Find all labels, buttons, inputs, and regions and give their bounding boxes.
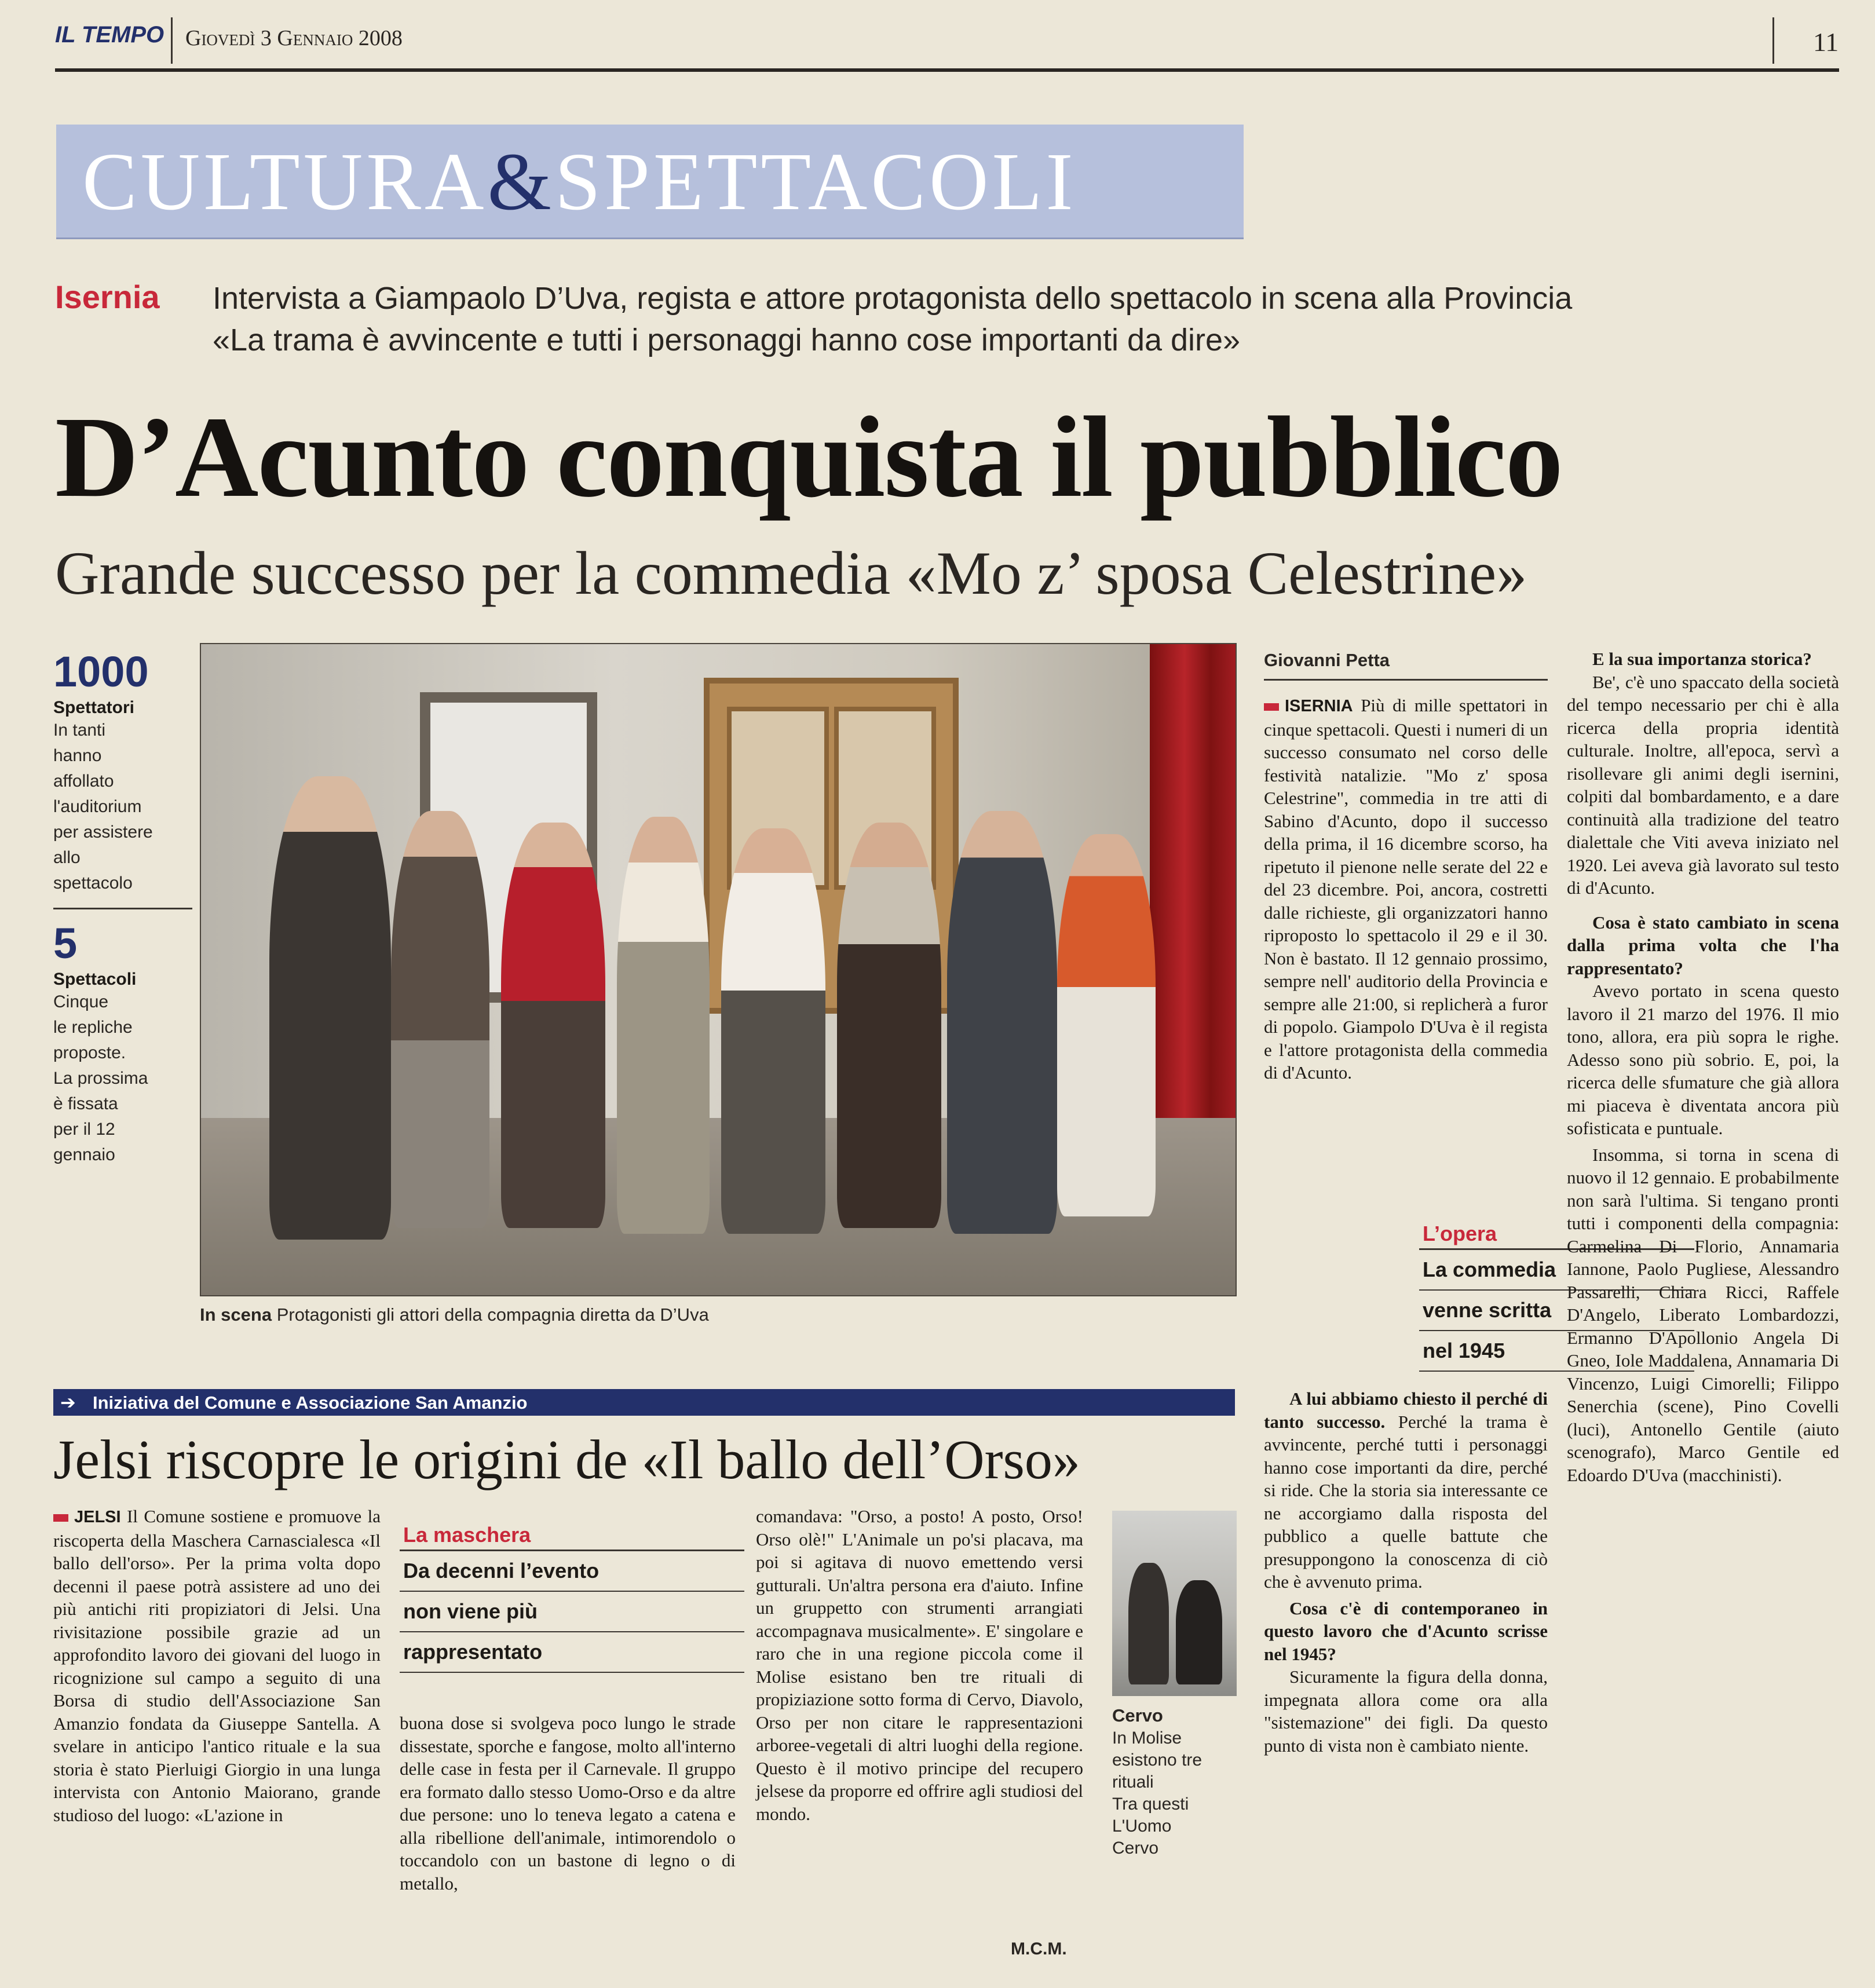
section-title-right: SPETTACOLI [554, 136, 1077, 227]
article-text: Perché la trama è avvincente, perché tutti i personaggi hanno cose importanti da dire, perché si ride. Che la storia sia interessante ce ne accorgiamo dalla risposta del pubblico a quelle battute che presuppongono la conoscenza di ciò che è avvenuto prima. [1264, 1411, 1548, 1592]
box-line: Da decenni l’evento [400, 1551, 744, 1592]
photo-caption-text: Protagonisti gli attori della compagnia diretta da D’Uva [276, 1304, 709, 1325]
photo-caption [200, 1304, 709, 1325]
location-label: Isernia [55, 279, 160, 315]
article-text: Avevo portato in scena questo lavoro il 21 marzo del 1976. Il mio tono, allora, era più sopra le righe. Adesso sono più sobrio. E, poi, la ricerca delle sfumature che già allora mi piaceva è diventata ancora più sofisticata e puntuale. [1567, 981, 1839, 1138]
second-column-3 [756, 1505, 1083, 1825]
article-text: buona dose si svolgeva poco lungo le strade dissestate, sporche e fangose, molto all'interno delle case in festa per il Carnevale. Il gruppo era formato dallo stesso Uomo-Orso e da altre due persone: uno lo teneva legato a catena e alla ribellione dell'animale, intimorendolo o toccandolo con un bastone di legno o di metallo, [400, 1713, 736, 1894]
stats-sidebar [53, 646, 192, 1168]
cervo-caption [1112, 1704, 1245, 1859]
box-line: rappresentato [400, 1632, 744, 1673]
dateline: JELSI [74, 1508, 121, 1526]
kicker-line-2: «La trama è avvincente e tutti i personaggi hanno cose importanti da dire» [213, 323, 1241, 357]
question: Cosa è stato cambiato in scena dalla prima volta che l'ha rappresentato? [1567, 912, 1839, 978]
lead-column-1-lower [1264, 1387, 1548, 1757]
lead-column-2 [1567, 648, 1839, 1486]
strap-arrow-icon: ➔ [60, 1392, 76, 1413]
sidebar-divider [53, 908, 192, 909]
box-title: La maschera [400, 1521, 744, 1551]
strap-text: Iniziativa del Comune e Associazione San Amanzio [93, 1393, 528, 1413]
article-text: Più di mille spettatori in cinque spettacoli. Questi i numeri di un successo consumato nel corso delle festività natalizie. "Mo z' sposa Celestrine", commedia in tre atti di Sabino d'Acunto, dopo il successo della prima, il 16 dicembre scorso, ha ripetuto il pienone nelle serate del 22 e del 23 dicembre. Poi, ancora, costretti dalle richieste, gli organizzatori hanno riproposto lo spettacolo il 29 e il 30. Non è bastato. Il 12 gennaio prossimo, sempre nell' auditorio della Provincia e sempre alle 21:00, si replicherà a furor di popolo. Giampolo D'Uva è il regista e l'attore protagonista della commedia di d'Acunto. [1264, 695, 1548, 1083]
question: Cosa c'è di contemporaneo in questo lavoro che d'Acunto scrisse nel 1945? [1264, 1598, 1548, 1664]
subheadline: Grande successo per la commedia «Mo z’ sposa Celestrine» [55, 539, 1527, 607]
header-divider [171, 17, 173, 64]
stat-text: Cinque le repliche proposte. La prossima è fissata per il 12 gennaio [53, 992, 148, 1164]
section-marker [1264, 703, 1279, 711]
second-headline: Jelsi riscopre le origini de «Il ballo dell’Orso» [53, 1428, 1080, 1490]
section-band [56, 125, 1244, 239]
box-line: La commedia [1419, 1250, 1694, 1291]
stage-photo [200, 643, 1237, 1296]
header-divider-right [1772, 17, 1774, 64]
signature: M.C.M. [1011, 1939, 1067, 1958]
lead-column-1 [1264, 694, 1548, 1084]
byline: Giovanni Petta [1264, 650, 1390, 670]
kicker-line-1: Intervista a Giampaolo D’Uva, regista e attore protagonista dello spettacolo in scena alla Provincia [213, 281, 1573, 316]
cervo-caption-text: In Molise esistono tre rituali Tra questi L'Uomo Cervo [1112, 1728, 1203, 1858]
box-line: nel 1945 [1419, 1331, 1694, 1372]
page-number: 11 [1813, 27, 1839, 57]
box-line: non viene più [400, 1592, 744, 1632]
stat-number: 1000 [53, 648, 149, 696]
question: A lui abbiamo chiesto il perché di tanto successo. [1264, 1388, 1548, 1432]
question: E la sua importanza storica? [1592, 649, 1812, 669]
section-ampersand: & [487, 136, 555, 227]
article-text: Be', c'è uno spaccato della società del tempo necessario per chi è alla ricerca della propria identità culturale. Inoltre, all'epoca, servì a risollevare gli animi degli isernini, colpiti dal bombardamento, e a dare continuità alla tradizione del teatro dialettale che Viti aveva iniziato nel 1920. Lei aveva già lavorato sul testo di d'Acunto. [1567, 671, 1839, 898]
stat-number: 5 [53, 919, 78, 967]
photo-frame-line [200, 643, 1237, 1296]
second-column-2 [400, 1712, 736, 1895]
masthead: IL TEMPO [55, 22, 165, 47]
second-article-strap [53, 1389, 1235, 1416]
byline-rule [1264, 679, 1548, 681]
photo-figure [1176, 1580, 1222, 1684]
headline: D’Acunto conquista il pubblico [55, 393, 1562, 521]
section-title-left: CULTURA [82, 136, 488, 227]
box-title: L’opera [1419, 1219, 1694, 1250]
article-text: Sicuramente la figura della donna, impegnata allora come ora alla "sistemazione" dei figli. Da questo punto di vista non è cambiato niente. [1264, 1667, 1548, 1756]
stat-label: Spettatori [53, 698, 135, 717]
stat-label: Spettacoli [53, 970, 137, 989]
maschera-box [400, 1521, 744, 1673]
header-rule [55, 68, 1839, 72]
box-line: venne scritta [1419, 1291, 1694, 1331]
stat-text: In tanti hanno affollato l'auditorium per assistere allo spettacolo [53, 721, 153, 893]
article-text: Insomma, si torna in scena di nuovo il 12 gennaio. E probabilmente non sarà l'ultima. Si tengano pronti tutti i componenti della compagnia: Carmelina Di Florio, Annamaria Iannone, Paolo Pugliese, Alessandro Passarelli, Chiara Ricci, Raffele D'Angelo, Liberato Lombardozzi, Ermanno D'Apollonio Angela Di Gneo, Iole Maddalena, Annamaria Di Vincenzo, Luigi Cimorelli; Filippo Senerchia (scene), Pino Covelli (luci), Antonello Gentile (aiuto scenografo), Marco Gentile ed Edoardo D'Uva (macchinisti). [1567, 1144, 1839, 1485]
photo-figure [1128, 1563, 1169, 1684]
photo-caption-label: In scena [200, 1304, 272, 1325]
dateline: ISERNIA [1285, 697, 1353, 715]
cervo-caption-label: Cervo [1112, 1705, 1163, 1726]
second-column-1 [53, 1505, 381, 1826]
issue-date: Giovedì 3 Gennaio 2008 [185, 26, 403, 50]
cervo-photo [1112, 1511, 1237, 1696]
page-header [55, 12, 1839, 75]
article-text: comandava: "Orso, a posto! A posto, Orso! Orso olè!" L'Animale un po'si placava, ma poi si agitava di nuovo emettendo versi gutturali. Un'altra persona era d'aiuto. Infine un gruppetto con strumenti arrangiati accompagnava musicalmente». E' singolare e raro che in una regione piccola come il Molise esistano ben tre rituali di propiziazione sotto forma di Cervo, Diavolo, Orso per non citare le rappresentazioni arboree-vegetali di altri luoghi della regione. Questo è il motivo principe del recupero jelsese da proporre ed offrire agli studiosi del mondo. [756, 1506, 1083, 1824]
article-text: Il Comune sostiene e promuove la riscoperta della Maschera Carnascialesca «Il ballo dell'orso». Per la prima volta dopo decenni il paese potrà assistere ad uno dei più antichi riti propiziatori di Jelsi. Una rivisitazione possibile grazie ad un approfondito lavoro dei giovani del luogo in ricognizione sul campo a seguito di una Borsa di studio dell'Associazione San Amanzio fondata da Giuseppe Santella. A svelare in anticipo l'antico rituale e la sua storia è stato Pierluigi Giorgio in una lunga intervista con Antonio Maiorano, grande studioso del luogo: «L'azione in [53, 1506, 381, 1825]
section-marker [53, 1514, 68, 1522]
